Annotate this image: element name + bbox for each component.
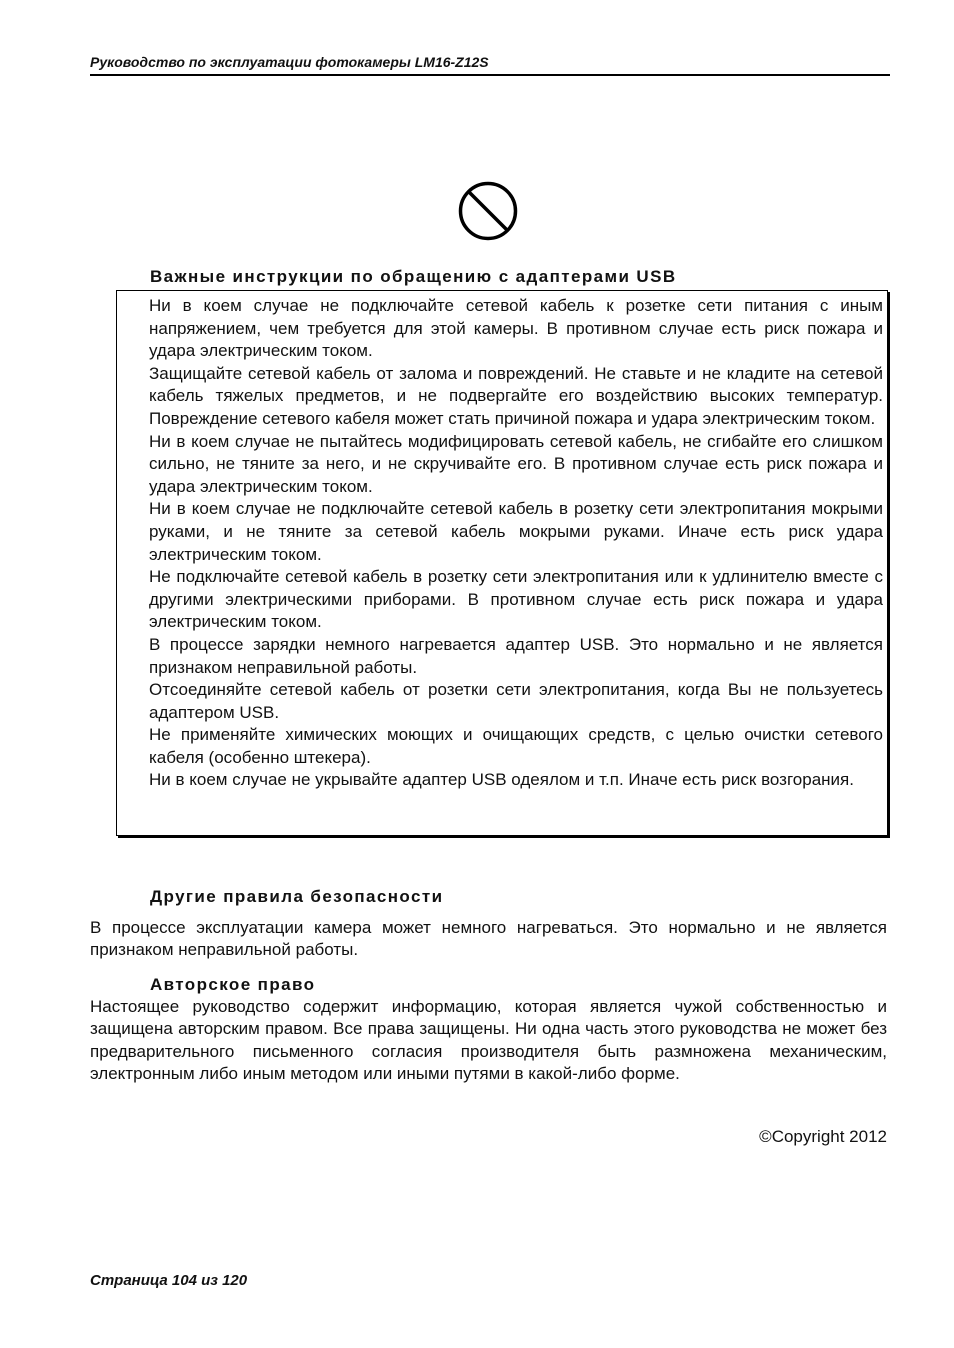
other-safety-heading: Другие правила безопасности (150, 887, 444, 906)
usb-instruction-item: Защищайте сетевой кабель от залома и повреждений. Не ставьте и не кладите на сетевой кабель тяжелых предметов, и не подвергайте его воздействию высоких температур. Повреждение сетевого кабеля может стать причиной пожара и удара электрическим током. (149, 363, 883, 428)
other-safety-text: В процессе эксплуатации камера может немного нагреваться. Это нормально и не является признаком неправильной работы. (90, 918, 887, 960)
page-header: Руководство по эксплуатации фотокамеры LM16-Z12S (90, 54, 890, 76)
copyright-heading: Авторское право (150, 975, 316, 994)
usb-instructions-box (116, 290, 888, 836)
usb-instruction-item: Не подключайте сетевой кабель в розетку сети электропитания или к удлинителю вместе с другими электрическими приборами. В противном случае есть риск пожара и удара электрическим током. (149, 567, 883, 632)
usb-instruction-item: Отсоединяйте сетевой кабель от розетки сети электропитания, когда Вы не пользуетесь адаптером USB. (149, 680, 883, 722)
prohibition-icon (457, 180, 519, 242)
usb-instruction-item: Ни в коем случае не подключайте сетевой кабель в розетку сети электропитания мокрыми руками, и не тяните за сетевой кабель мокрыми руками. Иначе есть риск удара электрическим током. (149, 499, 883, 564)
usb-instruction-item: Не применяйте химических моющих и очищающих средств, с целью очистки сетевого кабеля (особенно штекера). (149, 725, 883, 767)
usb-instruction-item: Ни в коем случае не подключайте сетевой кабель к розетке сети питания с иным напряжением, чем требуется для этой камеры. В противном случае есть риск пожара и удара электрическим током. (149, 296, 883, 361)
usb-section-heading: Важные инструкции по обращению с адаптерами USB (150, 267, 677, 286)
copyright-text: Настоящее руководство содержит информацию, которая является чужой собственностью и защищена авторским правом. Все права защищены. Ни одна часть этого руководства не может без предварительного письменного согласия производителя быть размножена механическим, электронным либо иным методом или иными путями в какой-либо форме. (90, 997, 887, 1084)
page-footer: Страница 104 из 120 (90, 1272, 248, 1289)
usb-instruction-item: В процессе зарядки немного нагревается адаптер USB. Это нормально и не является признаком неправильной работы. (149, 634, 883, 677)
copyright-notice: ©Copyright 2012 (759, 1127, 887, 1146)
usb-instruction-item: Ни в коем случае не укрывайте адаптер USB одеялом и т.п. Иначе есть риск возгорания. (149, 770, 854, 790)
usb-instruction-item: Ни в коем случае не пытайтесь модифицировать сетевой кабель, не сгибайте его слишком сильно, не тяните за него, и не скручивайте его. В противном случае есть риск пожара и удара электрическим током. (149, 431, 883, 496)
